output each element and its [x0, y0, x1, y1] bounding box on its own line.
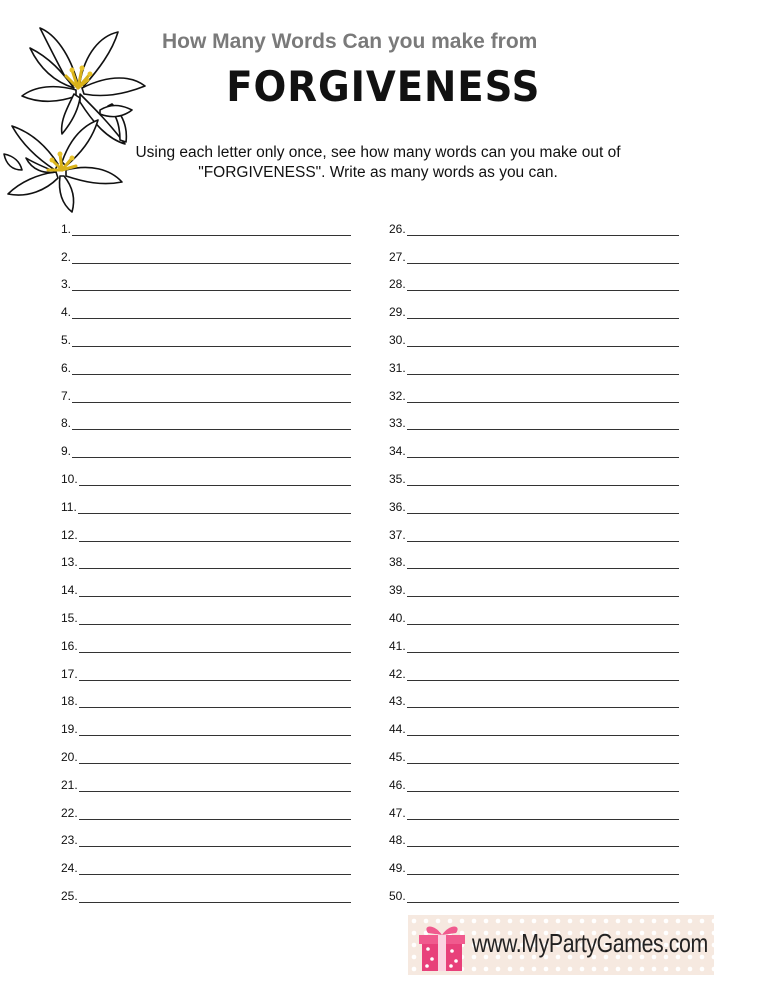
- answer-number: 37.: [389, 527, 406, 542]
- answer-number: 41.: [389, 638, 406, 653]
- left-answer-column: [61, 208, 351, 903]
- answer-blank[interactable]: [72, 456, 351, 458]
- answer-line: [61, 847, 351, 875]
- answer-line: [389, 430, 679, 458]
- answer-blank[interactable]: [407, 679, 679, 681]
- answer-blank[interactable]: [407, 901, 679, 903]
- answer-line: [61, 458, 351, 486]
- answer-line: [389, 236, 679, 264]
- answer-line: [389, 708, 679, 736]
- answer-blank[interactable]: [79, 706, 351, 708]
- answer-number: 12.: [61, 527, 78, 542]
- answer-blank[interactable]: [79, 845, 351, 847]
- answer-blank[interactable]: [79, 540, 351, 542]
- answer-line: [61, 625, 351, 653]
- answer-line: [61, 319, 351, 347]
- gift-box-icon: [416, 921, 468, 973]
- answer-line: [389, 764, 679, 792]
- answer-blank[interactable]: [407, 734, 679, 736]
- answer-blank[interactable]: [407, 651, 679, 653]
- answer-number: 36.: [389, 499, 406, 514]
- answer-line: [389, 820, 679, 848]
- answer-line: [389, 847, 679, 875]
- answer-blank[interactable]: [72, 289, 351, 291]
- answer-line: [61, 486, 351, 514]
- answer-number: 33.: [389, 416, 406, 431]
- answer-number: 9.: [61, 444, 72, 459]
- answer-line: [61, 764, 351, 792]
- answer-line: [61, 792, 351, 820]
- answer-line: [389, 291, 679, 319]
- answer-line: [389, 569, 679, 597]
- answer-line: [389, 653, 679, 681]
- answer-number: 3.: [61, 277, 72, 292]
- answer-line: [61, 542, 351, 570]
- answer-number: 50.: [389, 888, 406, 903]
- answer-number: 17.: [61, 666, 78, 681]
- answer-blank[interactable]: [407, 818, 679, 820]
- answer-line: [389, 625, 679, 653]
- answer-number: 48.: [389, 833, 406, 848]
- answer-number: 8.: [61, 416, 72, 431]
- answer-blank[interactable]: [72, 428, 351, 430]
- answer-number: 15.: [61, 610, 78, 625]
- answer-blank[interactable]: [72, 317, 351, 319]
- answer-line: [61, 208, 351, 236]
- answer-blank[interactable]: [78, 512, 351, 514]
- answer-blank[interactable]: [79, 873, 351, 875]
- answer-number: 5.: [61, 332, 72, 347]
- answer-line: [61, 708, 351, 736]
- answer-blank[interactable]: [407, 845, 679, 847]
- answer-line: [389, 403, 679, 431]
- answer-line: [61, 291, 351, 319]
- answer-blank[interactable]: [72, 234, 351, 236]
- answer-line: [389, 792, 679, 820]
- answer-number: 45.: [389, 749, 406, 764]
- answer-blank[interactable]: [407, 289, 679, 291]
- answer-line: [389, 514, 679, 542]
- footer-logo: [408, 915, 714, 975]
- answer-number: 6.: [61, 360, 72, 375]
- answer-blank[interactable]: [407, 706, 679, 708]
- answer-blank[interactable]: [407, 790, 679, 792]
- answer-line: [61, 264, 351, 292]
- answer-blank[interactable]: [79, 818, 351, 820]
- answer-line: [389, 375, 679, 403]
- answer-number: 16.: [61, 638, 78, 653]
- answer-blank[interactable]: [72, 262, 351, 264]
- answer-blank[interactable]: [79, 651, 351, 653]
- answer-line: [61, 430, 351, 458]
- answer-number: 10.: [61, 471, 78, 486]
- answer-number: 47.: [389, 805, 406, 820]
- instructions-line-1: Using each letter only once, see how many words can you make out of: [135, 144, 621, 161]
- answer-blank[interactable]: [72, 373, 351, 375]
- answer-blank[interactable]: [79, 679, 351, 681]
- answer-number: 18.: [61, 694, 78, 709]
- page-title: FORGIVENESS: [226, 62, 541, 111]
- answer-line: [389, 597, 679, 625]
- answer-line: [61, 653, 351, 681]
- answer-number: 7.: [61, 388, 72, 403]
- answer-line: [389, 486, 679, 514]
- answer-line: [389, 208, 679, 236]
- answer-line: [61, 403, 351, 431]
- answer-number: 27.: [389, 249, 406, 264]
- answer-blank[interactable]: [72, 401, 351, 403]
- answer-blank[interactable]: [79, 595, 351, 597]
- answer-number: 35.: [389, 471, 406, 486]
- answer-number: 42.: [389, 666, 406, 681]
- answer-blank[interactable]: [407, 873, 679, 875]
- answer-blank[interactable]: [407, 401, 679, 403]
- answer-line: [389, 736, 679, 764]
- answer-line: [61, 347, 351, 375]
- answer-number: 22.: [61, 805, 78, 820]
- answer-line: [61, 597, 351, 625]
- answer-number: 14.: [61, 583, 78, 598]
- answer-line: [389, 458, 679, 486]
- page-subtitle: How Many Words Can you make from: [162, 30, 538, 53]
- answer-blank[interactable]: [407, 540, 679, 542]
- answer-number: 13.: [61, 555, 78, 570]
- answer-number: 25.: [61, 888, 78, 903]
- answer-number: 44.: [389, 722, 406, 737]
- answer-number: 40.: [389, 610, 406, 625]
- answer-blank[interactable]: [79, 623, 351, 625]
- answer-blank[interactable]: [407, 595, 679, 597]
- answer-number: 46.: [389, 777, 406, 792]
- answer-number: 11.: [61, 499, 77, 514]
- answer-blank[interactable]: [79, 567, 351, 569]
- answer-blank[interactable]: [79, 484, 351, 486]
- answer-number: 20.: [61, 749, 78, 764]
- answer-number: 38.: [389, 555, 406, 570]
- answer-number: 29.: [389, 305, 406, 320]
- answer-line: [61, 875, 351, 903]
- answer-blank[interactable]: [407, 317, 679, 319]
- answer-line: [61, 681, 351, 709]
- answer-number: 39.: [389, 583, 406, 598]
- answer-line: [389, 264, 679, 292]
- answer-number: 30.: [389, 332, 406, 347]
- answer-number: 34.: [389, 444, 406, 459]
- answer-line: [389, 347, 679, 375]
- answer-line: [61, 736, 351, 764]
- answer-number: 31.: [389, 360, 406, 375]
- answer-blank[interactable]: [407, 512, 679, 514]
- answer-blank[interactable]: [79, 901, 351, 903]
- answer-number: 32.: [389, 388, 406, 403]
- answer-line: [61, 820, 351, 848]
- answer-number: 2.: [61, 249, 72, 264]
- answer-number: 23.: [61, 833, 78, 848]
- answer-blank[interactable]: [407, 567, 679, 569]
- answer-line: [61, 569, 351, 597]
- right-answer-column: [389, 208, 679, 903]
- answer-blank[interactable]: [407, 234, 679, 236]
- answer-blank[interactable]: [407, 456, 679, 458]
- instructions-line-2: "FORGIVENESS". Write as many words as you can.: [198, 164, 558, 181]
- answer-number: 4.: [61, 305, 72, 320]
- answer-number: 26.: [389, 221, 406, 236]
- answer-number: 24.: [61, 861, 78, 876]
- answer-blank[interactable]: [407, 623, 679, 625]
- answer-number: 28.: [389, 277, 406, 292]
- answer-blank[interactable]: [72, 345, 351, 347]
- answer-line: [389, 875, 679, 903]
- answer-blank[interactable]: [407, 345, 679, 347]
- answer-blank[interactable]: [407, 428, 679, 430]
- website-url[interactable]: www.MyPartyGames.com: [472, 928, 708, 958]
- answer-number: 43.: [389, 694, 406, 709]
- answer-blank[interactable]: [79, 734, 351, 736]
- answer-blank[interactable]: [407, 762, 679, 764]
- answer-line: [61, 514, 351, 542]
- answer-line: [389, 319, 679, 347]
- answer-line: [389, 542, 679, 570]
- answer-blank[interactable]: [407, 373, 679, 375]
- answer-line: [61, 375, 351, 403]
- answer-line: [61, 236, 351, 264]
- lily-flowers-icon: [0, 14, 150, 214]
- answer-blank[interactable]: [79, 790, 351, 792]
- instructions: [118, 143, 638, 183]
- answer-number: 19.: [61, 722, 78, 737]
- answer-number: 21.: [61, 777, 78, 792]
- answer-blank[interactable]: [407, 484, 679, 486]
- answer-number: 1.: [61, 221, 72, 236]
- answer-line: [389, 681, 679, 709]
- answer-blank[interactable]: [79, 762, 351, 764]
- answer-blank[interactable]: [407, 262, 679, 264]
- answer-number: 49.: [389, 861, 406, 876]
